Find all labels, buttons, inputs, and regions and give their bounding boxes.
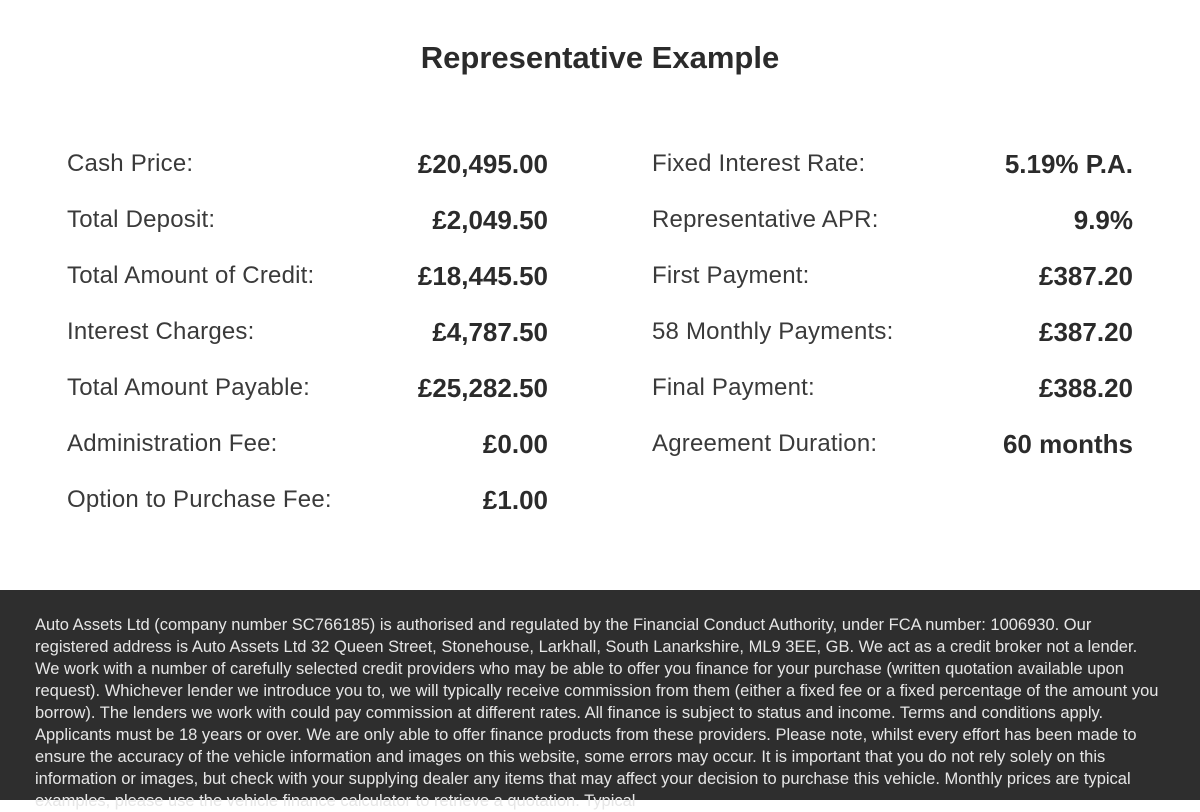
row-value: £1.00	[482, 484, 548, 515]
row-label: Fixed Interest Rate:	[652, 150, 866, 177]
finance-details-left	[67, 136, 548, 528]
finance-row-final-payment	[652, 360, 1133, 416]
finance-row-cash-price	[67, 136, 548, 192]
row-value: £388.20	[1039, 372, 1133, 403]
row-value: 5.19% P.A.	[1004, 148, 1133, 179]
row-value: 9.9%	[1073, 204, 1133, 235]
page-title: Representative Example	[420, 40, 780, 75]
row-value: £387.20	[1039, 260, 1133, 291]
footer	[0, 590, 1200, 810]
finance-row-interest-charges	[67, 304, 548, 360]
disclaimer-text: Auto Assets Ltd (company number SC766185) is authorised and regulated by the Financial Conduct Authority, under FCA number: 1006930. Our registered address is Auto Assets Ltd 32 Queen Street, Stonehouse, Larkhall, South Lanarkshire, ML9 3EE, GB. We act as a credit broker not a lender. We work with a number of carefully selected credit providers who may be able to offer you finance for your purchase (written quotation available upon request). Whichever lender we introduce you to, we will typically receive commission from them (either a fixed fee or a fixed percentage of the amount you borrow). The lenders we work with could pay commission at different rates. All finance is subject to status and income. Terms and conditions apply. Applicants must be 18 years or over. We are only able to offer finance products from these providers. Please note, whilst every effort has been made to ensure the accuracy of the vehicle information and images on this website, some errors may occur. It is important that you do not rely solely on this information or images, but check with your supplying dealer any items that may affect your decision to purchase this vehicle. Monthly prices are typical examples, please use the vehicle finance calculator to retrieve a quotation. Typical	[35, 616, 1159, 810]
row-label: Representative APR:	[652, 206, 879, 233]
row-value: £387.20	[1039, 316, 1133, 347]
finance-row-first-payment	[652, 248, 1133, 304]
finance-details-right	[652, 136, 1133, 472]
row-value: 60 months	[1002, 428, 1133, 459]
row-value: £18,445.50	[417, 260, 548, 291]
finance-row-total-deposit	[67, 192, 548, 248]
finance-row-monthly-payments	[652, 304, 1133, 360]
row-value: £0.00	[482, 428, 548, 459]
row-label: Option to Purchase Fee:	[67, 486, 332, 513]
finance-row-total-payable	[67, 360, 548, 416]
finance-row-duration	[652, 416, 1133, 472]
row-label: Total Amount of Credit:	[67, 262, 315, 289]
row-label: Total Amount Payable:	[67, 374, 311, 401]
row-label: Total Deposit:	[67, 206, 216, 233]
finance-row-apr	[652, 192, 1133, 248]
row-label: Administration Fee:	[67, 430, 278, 457]
row-value: £20,495.00	[417, 148, 548, 179]
row-label: Agreement Duration:	[652, 430, 878, 457]
finance-row-purchase-fee	[67, 472, 548, 528]
row-label: First Payment:	[652, 262, 810, 289]
finance-row-admin-fee	[67, 416, 548, 472]
finance-row-total-credit	[67, 248, 548, 304]
row-value: £2,049.50	[432, 204, 548, 235]
row-label: Final Payment:	[652, 374, 815, 401]
row-value: £4,787.50	[432, 316, 548, 347]
row-label: Interest Charges:	[67, 318, 255, 345]
row-label: 58 Monthly Payments:	[652, 318, 894, 345]
finance-row-interest-rate	[652, 136, 1133, 192]
row-label: Cash Price:	[67, 150, 194, 177]
row-value: £25,282.50	[417, 372, 548, 403]
